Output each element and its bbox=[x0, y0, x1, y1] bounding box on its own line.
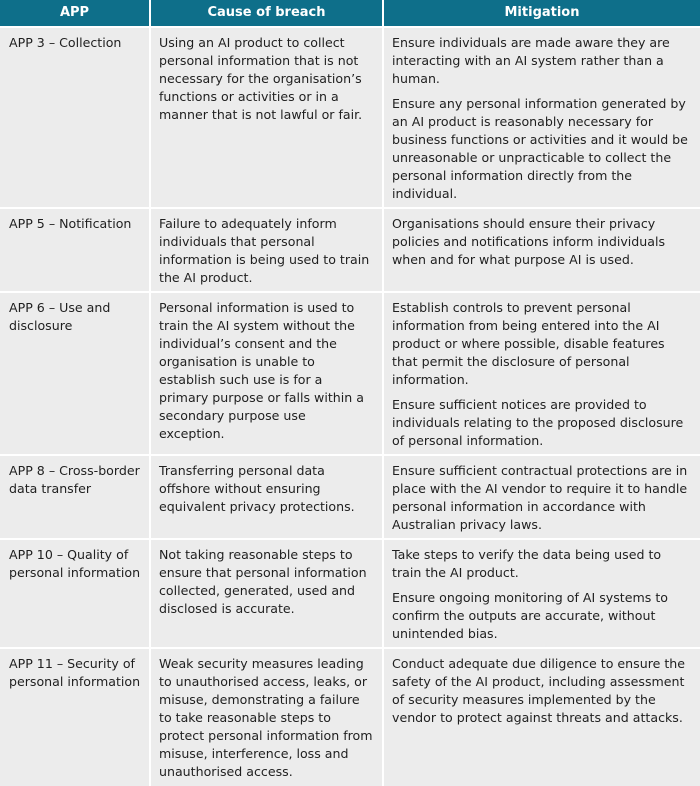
mitigation-paragraph: Take steps to verify the data being used to train the AI product. bbox=[392, 547, 662, 580]
table-row bbox=[0, 208, 700, 292]
mitigation-cell bbox=[383, 455, 700, 539]
table-row bbox=[0, 648, 700, 786]
table-row bbox=[0, 455, 700, 539]
app-cell: APP 11 – Security of personal information bbox=[0, 648, 150, 786]
app-cell: APP 10 – Quality of personal information bbox=[0, 539, 150, 648]
app-cell: APP 6 – Use and disclosure bbox=[0, 292, 150, 455]
header-mitigation: Mitigation bbox=[383, 0, 700, 27]
cause-cell: Transferring personal data offshore without ensuring equivalent privacy protections. bbox=[150, 455, 383, 539]
mitigation-cell bbox=[383, 208, 700, 292]
header-cause: Cause of breach bbox=[150, 0, 383, 27]
mitigation-cell bbox=[383, 292, 700, 455]
mitigation-paragraph: Ensure sufficient contractual protections are in place with the AI vendor to require it to handle personal information in accordance with Australian privacy laws. bbox=[392, 463, 688, 532]
cause-cell: Using an AI product to collect personal information that is not necessary for the organisation’s functions or activities or in a manner that is not lawful or fair. bbox=[150, 27, 383, 208]
mitigation-cell bbox=[383, 648, 700, 786]
app-cell: APP 8 – Cross-border data transfer bbox=[0, 455, 150, 539]
table-row bbox=[0, 27, 700, 208]
cause-cell: Weak security measures leading to unauthorised access, leaks, or misuse, demonstrating a failure to take reasonable steps to protect personal information from misuse, interference, loss and unauthorised access. bbox=[150, 648, 383, 786]
mitigation-paragraph: Ensure individuals are made aware they are interacting with an AI system rather than a human. bbox=[392, 35, 670, 86]
mitigation-paragraph: Ensure ongoing monitoring of AI systems to confirm the outputs are accurate, without unintended bias. bbox=[392, 590, 668, 641]
cause-cell: Failure to adequately inform individuals that personal information is being used to train the AI product. bbox=[150, 208, 383, 292]
table-row bbox=[0, 539, 700, 648]
app-cell: APP 3 – Collection bbox=[0, 27, 150, 208]
table-row bbox=[0, 292, 700, 455]
mitigation-paragraph: Ensure any personal information generated by an AI product is reasonably necessary for business functions or activities and it would be unreasonable or unpracticable to collect the personal information directly from the individual. bbox=[392, 96, 688, 201]
mitigation-paragraph: Organisations should ensure their privacy policies and notifications inform individuals when and for what purpose AI is used. bbox=[392, 216, 666, 267]
header-app: APP bbox=[0, 0, 150, 27]
app-cell: APP 5 – Notification bbox=[0, 208, 150, 292]
mitigation-paragraph: Conduct adequate due diligence to ensure the safety of the AI product, including assessment of security measures implemented by the vendor to protect against threats and attacks. bbox=[392, 656, 686, 725]
mitigation-paragraph: Establish controls to prevent personal information from being entered into the AI product or where possible, disable features that permit the disclosure of personal information. bbox=[392, 300, 665, 387]
mitigation-paragraph: Ensure sufficient notices are provided to individuals relating to the proposed disclosure of personal information. bbox=[392, 397, 684, 448]
mitigation-cell bbox=[383, 539, 700, 648]
header-row bbox=[0, 0, 700, 27]
cause-cell: Personal information is used to train the AI system without the individual’s consent and the organisation is unable to establish such use is for a primary purpose or falls within a secondary purpose use exception. bbox=[150, 292, 383, 455]
mitigation-cell bbox=[383, 27, 700, 208]
cause-cell: Not taking reasonable steps to ensure that personal information collected, generated, used and disclosed is accurate. bbox=[150, 539, 383, 648]
